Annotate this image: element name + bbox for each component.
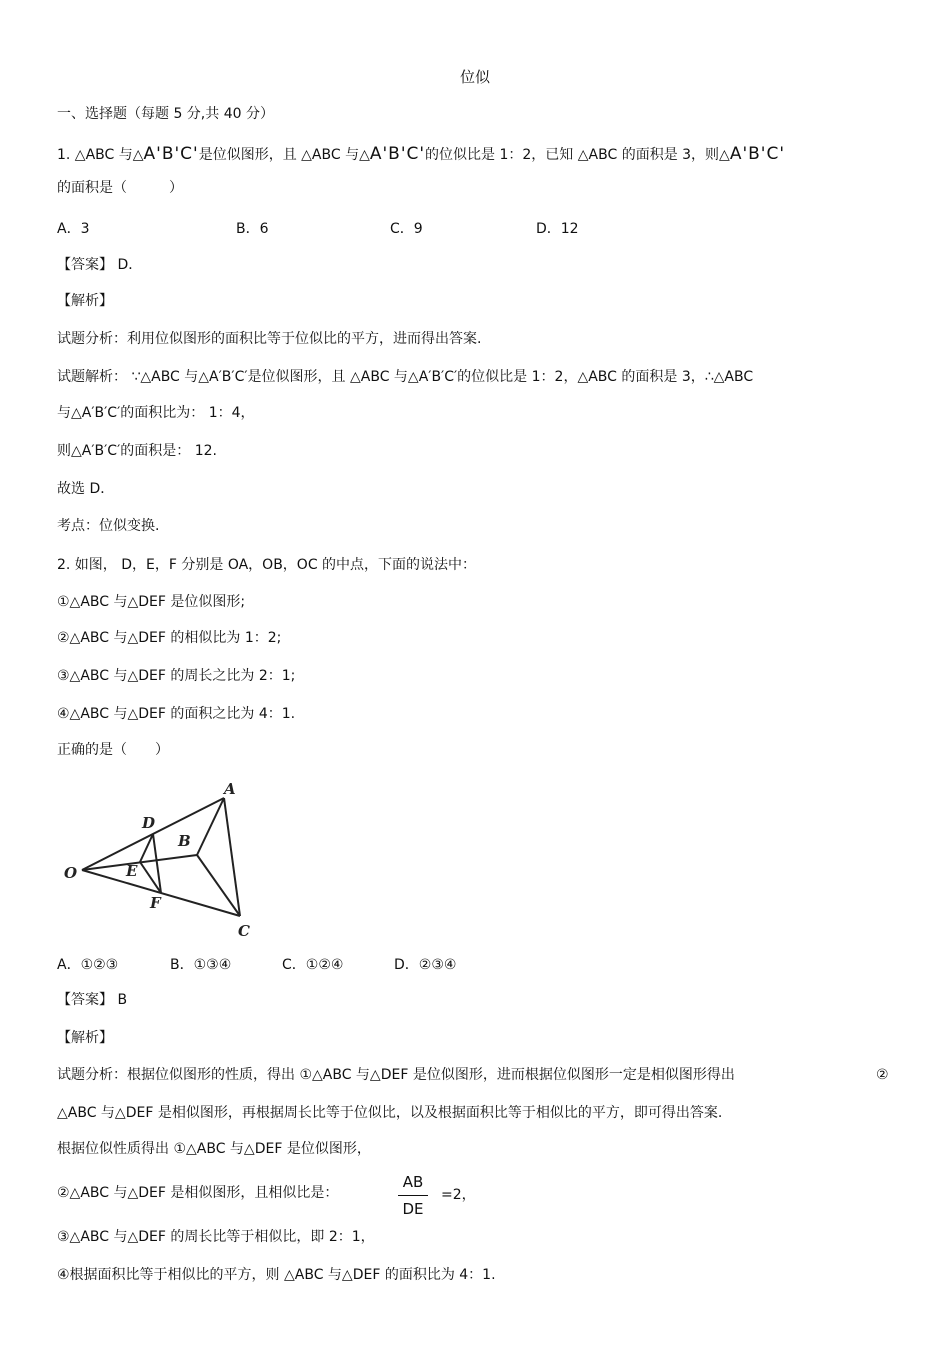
label-D: D [142, 814, 156, 832]
q1-answer: 【答案】 D． [57, 257, 143, 273]
label-F: F [150, 894, 161, 912]
q1-analysis-line: 考点：位似变换. [57, 518, 160, 534]
q2-stem: 2. 如图， D，E，F 分别是 OA，OB，OC 的中点，下面的说法中： [57, 557, 477, 573]
q1-option-d: D．12 [536, 221, 579, 237]
q2-analysis-line: ④根据面积比等于相似比的平方，则 △ABC 与△DEF 的面积比为 4：1. [57, 1267, 496, 1283]
q2-analysis-line-end: ② [876, 1067, 889, 1083]
q1-option-b: B．6 [236, 221, 269, 237]
label-A: A [224, 780, 236, 798]
fraction-bar [398, 1195, 428, 1196]
fraction-numerator: AB [402, 1173, 424, 1191]
page-title: 位似 [459, 68, 490, 86]
q2-statement: ④△ABC 与△DEF 的面积之比为 4：1. [57, 706, 296, 722]
q2-answer: 【答案】 B [57, 992, 128, 1008]
segment-AB [197, 798, 224, 855]
q2-statement: ①△ABC 与△DEF 是位似图形; [57, 594, 246, 610]
label-E: E [126, 862, 138, 880]
q1-option-c: C．9 [390, 221, 423, 237]
q2-question: 正确的是（ ） [57, 742, 169, 758]
label-O: O [64, 864, 78, 882]
q2-analysis-label: 【解析】 [57, 1030, 113, 1046]
label-B: B [178, 832, 191, 850]
q2-analysis-line: 根据位似性质得出 ①△ABC 与△DEF 是位似图形， [57, 1141, 371, 1157]
q2-option-d: D．②③④ [394, 957, 457, 973]
q1-analysis-label: 【解析】 [57, 293, 113, 309]
q2-analysis-ratio: =2， [441, 1187, 476, 1203]
section-heading: 一、选择题（每题 5 分,共 40 分） [57, 106, 274, 122]
q2-statement: ②△ABC 与△DEF 的相似比为 1：2; [57, 630, 282, 646]
fraction-denominator: DE [402, 1200, 424, 1218]
q2-option-b: B．①③④ [170, 957, 232, 973]
q2-option-a: A．①②③ [57, 957, 119, 973]
q1-analysis-line: 试题解析： ∵△ABC 与△A′B′C′是位似图形，且 △ABC 与△A′B′C′的位似比是 1：2，△ABC 的面积是 3，∴△ABC [57, 369, 754, 385]
q1-analysis-line: 则△A′B′C′的面积是： 12. [57, 443, 217, 459]
q1-analysis-line: 试题分析：利用位似图形的面积比等于位似比的平方，进而得出答案. [57, 331, 482, 347]
q1-analysis-line: 与△A′B′C′的面积比为： 1：4， [57, 405, 255, 421]
q1-option-a: A．3 [57, 221, 90, 237]
q2-analysis-line: ②△ABC 与△DEF 是相似图形，且相似比是： [57, 1185, 339, 1201]
q2-analysis-line: ③△ABC 与△DEF 的周长比等于相似比，即 2：1， [57, 1229, 375, 1245]
q2-analysis-line: 试题分析：根据位似图形的性质，得出 ①△ABC 与△DEF 是位似图形，进而根据位似图形一定是相似图形得出 [57, 1067, 735, 1083]
q1-analysis-line: 故选 D． [57, 481, 115, 497]
q2-statement: ③△ABC 与△DEF 的周长之比为 2：1; [57, 668, 296, 684]
q2-analysis-line: △ABC 与△DEF 是相似图形，再根据周长比等于位似比，以及根据面积比等于相似比的平方，即可得出答案. [57, 1105, 723, 1121]
label-C: C [238, 922, 250, 940]
q1-stem-line2: 的面积是（ ） [57, 180, 183, 196]
q1-stem-line1: 1. △ABC 与△A'B'C'是位似图形，且 △ABC 与△A'B'C'的位似比是 1：2，已知 △ABC 的面积是 3，则△A'B'C' [57, 144, 786, 164]
geometry-figure [60, 778, 270, 943]
fraction-ab-de [398, 1172, 428, 1219]
q2-option-c: C．①②④ [282, 957, 344, 973]
